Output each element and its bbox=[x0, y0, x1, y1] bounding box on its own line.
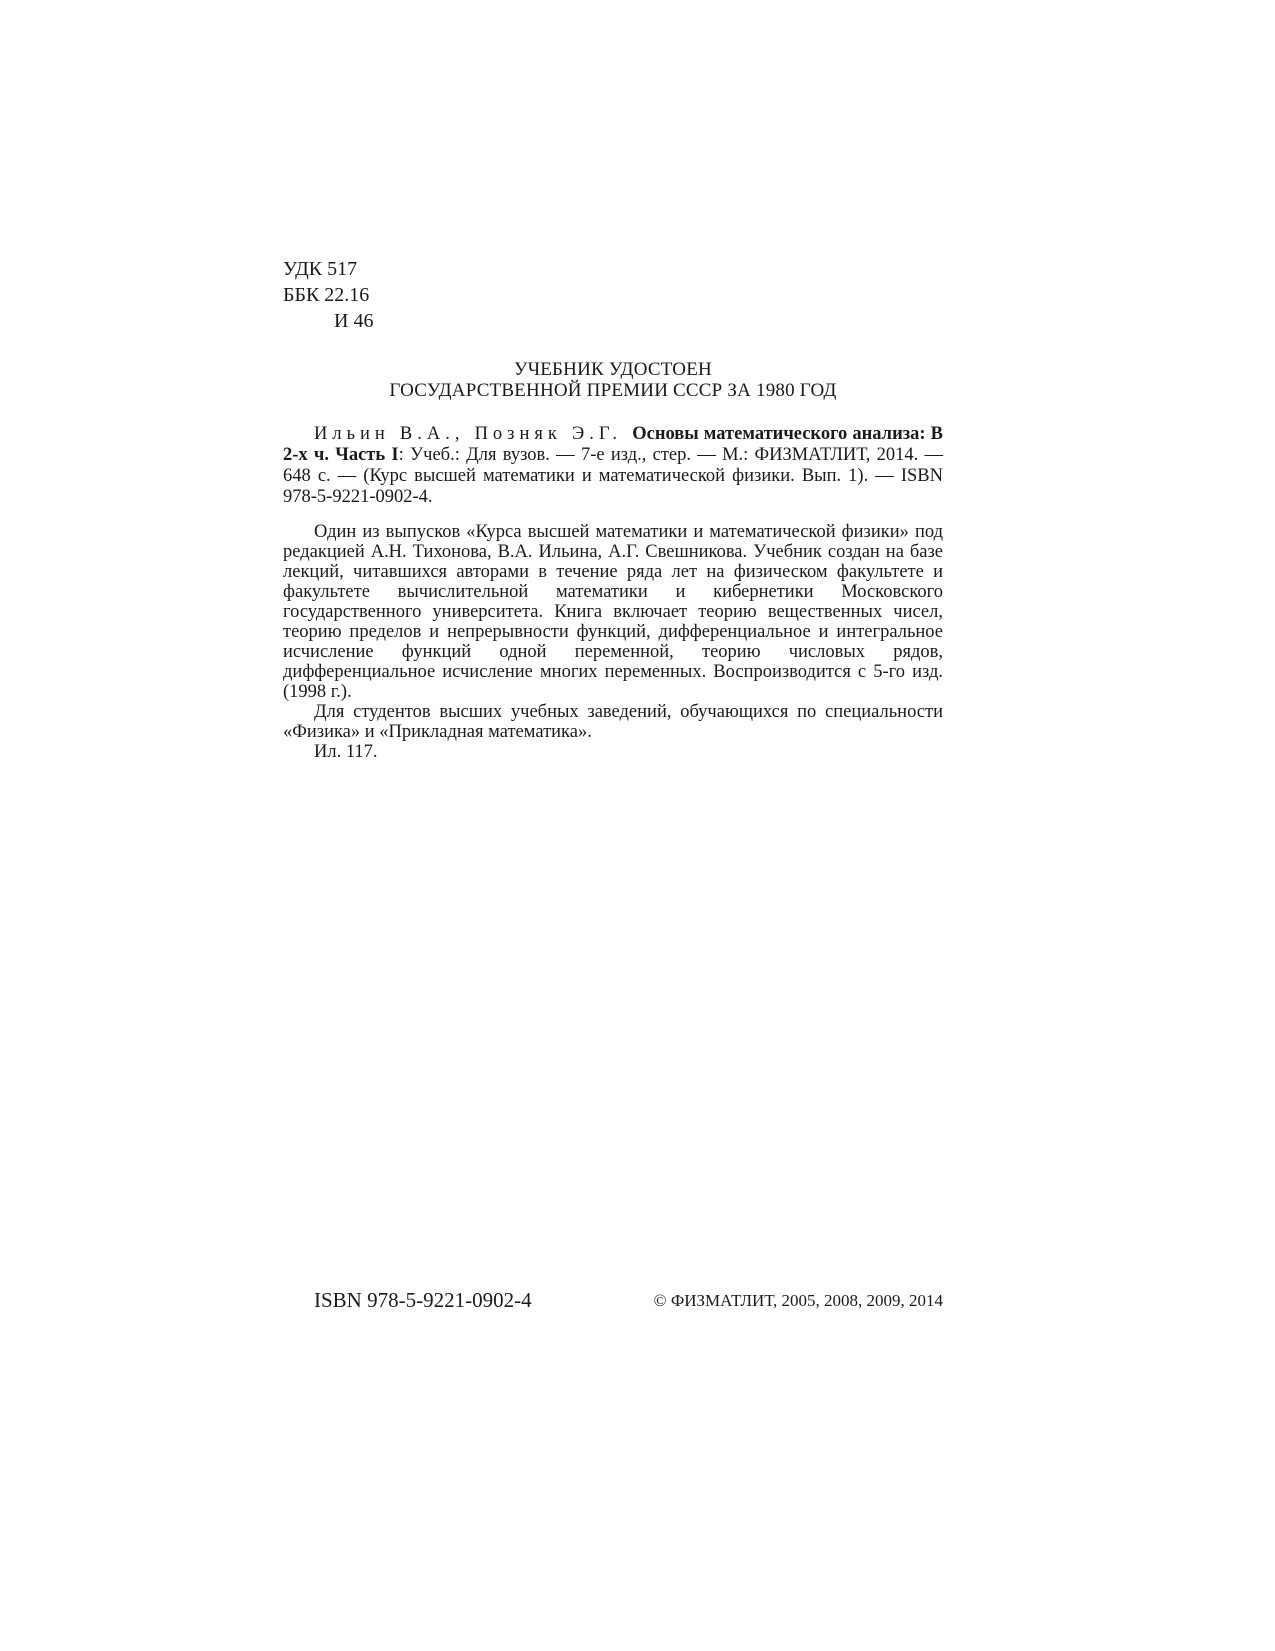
footer bbox=[283, 1288, 943, 1316]
award-line-2: ГОСУДАРСТВЕННОЙ ПРЕМИИ СССР ЗА 1980 ГОД bbox=[389, 380, 837, 401]
bibliographic-record bbox=[283, 424, 943, 508]
bbk-code: ББК 22.16 bbox=[283, 284, 370, 306]
isbn: ISBN 978-5-9221-0902-4 bbox=[314, 1288, 532, 1312]
annotation-paragraph-1: Один из выпусков «Курса высшей математики и математической физики» под редакцией А.Н. Тихонова, В.А. Ильина, А.Г. Свешникова. Учебник создан на базе лекций, читавшихся авторами в течение ряда лет на физическом факультете и факультете вычислительной математики и кибернетики Московского государственного университета. Книга включает теорию вещественных чисел, теорию пределов и непрерывности функций, дифференциальное и интегральное исчисление функций одной переменной, теорию числовых рядов, дифференциальное исчисление многих переменных. Воспроизводится с 5-го изд. (1998 г.). bbox=[283, 522, 943, 702]
author-mark: И 46 bbox=[334, 310, 374, 332]
biblio-title: Основы математического анализа: В 2-х ч. Часть I bbox=[283, 424, 943, 465]
award-notice bbox=[283, 359, 943, 401]
award-line-1: УЧЕБНИК УДОСТОЕН bbox=[514, 359, 712, 380]
illustrations-count: Ил. 117. bbox=[314, 742, 378, 762]
biblio-details: : Учеб.: Для вузов. — 7-е изд., стер. — М.: ФИЗМАТЛИТ, 2014. — 648 с. — (Курс высшей математики и математической физики. Вып. 1). — ISBN 978-5-9221-0902-4. bbox=[283, 445, 943, 507]
biblio-authors: Ильин В.А., Позняк Э.Г. bbox=[314, 424, 623, 444]
annotation bbox=[283, 522, 943, 762]
classification-codes bbox=[283, 256, 373, 334]
copyright: © ФИЗМАТЛИТ, 2005, 2008, 2009, 2014 bbox=[653, 1291, 943, 1310]
udk-code: УДК 517 bbox=[283, 258, 358, 280]
annotation-paragraph-2: Для студентов высших учебных заведений, обучающихся по специальности «Физика» и «Прикладная математика». bbox=[283, 702, 943, 742]
